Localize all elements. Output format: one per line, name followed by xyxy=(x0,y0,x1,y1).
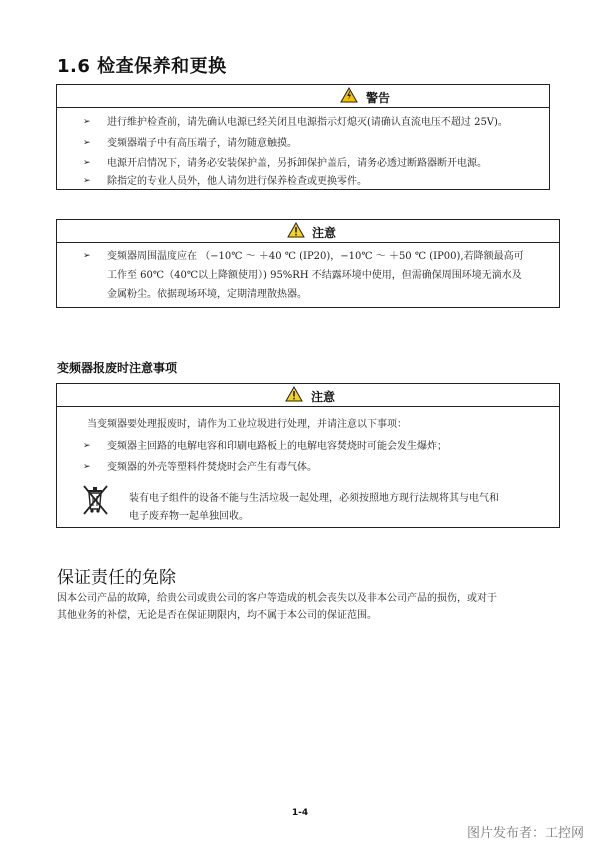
caution-box-header xyxy=(57,220,559,243)
caution-label: 注意 xyxy=(312,226,337,240)
arrowhead-bullet-icon: ➢ xyxy=(83,138,91,148)
caution-triangle-icon xyxy=(285,386,303,402)
warning-label: 警告 xyxy=(366,91,391,105)
arrowhead-bullet-icon: ➢ xyxy=(83,441,91,451)
scrap-caution-box: 注意 当变频器要处理报废时，请作为工业垃圾进行处理，并请注意以下事项： ➢ 变频器主回路的电解电容和印刷电路板上的电解电容焚烧时可能会发生爆炸； ➢ 变频器的外壳等塑料件焚烧时会产生有毒气体。 装有电子组件的设备不能与生活垃圾一起处理，必须按照地方现行法规将其与电气和 电子废弃物一起单独回收。 xyxy=(56,383,560,528)
scrap-caution-label: 注意 xyxy=(311,390,336,404)
warranty-heading: 保证责任的免除 xyxy=(57,568,176,588)
arrowhead-bullet-icon: ➢ xyxy=(83,158,91,168)
warning-box: 警告 ➢ 进行维护检查前，请先确认电源已经关闭且电源指示灯熄灭(请确认直流电压不超过 25V)。 ➢ 变频器端子中有高压端子，请勿随意触摸。 ➢ 电源开启情况下，请务必安装保护盖，另拆卸保护盖后，请务必透过断路器断开电源。 ➢ 除指定的专业人员外，他人请勿进行保养检查或更换零件。 xyxy=(56,84,550,190)
watermark: 图片发布者：工控网 xyxy=(466,826,584,841)
warning-box-header xyxy=(57,85,549,108)
page-number: 1-4 xyxy=(291,808,309,818)
arrowhead-bullet-icon: ➢ xyxy=(83,462,91,472)
arrowhead-bullet-icon: ➢ xyxy=(83,176,91,186)
warranty-paragraph: 因本公司产品的故障，给贵公司或贵公司的客户等造成的机会丧失以及非本公司产品的损伤，或对于 其他业务的补偿，无论是否在保证期限内，均不属于本公司的保证范围。 xyxy=(57,593,497,621)
scrap-caution-header xyxy=(57,384,559,407)
caution-text: ➢ 变频器周围温度应在 （−10℃ ～ ＋40 ℃ (IP20)，−10℃ ～ ＋50 ℃ (IP00),若降额最高可 工作至 60℃（40℃以上降额使用）) 95%RH 不结露环境中使用，但需确保周围环境无滴水及 金属粉尘。依据现场环境，定期清理散热器。 xyxy=(83,251,524,300)
caution-box xyxy=(56,219,560,308)
arrowhead-bullet-icon: ➢ xyxy=(83,251,91,261)
caution-triangle-icon xyxy=(287,222,305,238)
section-title: 1.6 检查保养和更换 xyxy=(57,56,227,77)
scrap-heading: 变频器报废时注意事项 xyxy=(57,361,178,375)
arrowhead-bullet-icon: ➢ xyxy=(83,117,91,127)
disposal-text: 装有电子组件的设备不能与生活垃圾一起处理，必须按照地方现行法规将其与电气和 电子废弃物一起单独回收。 xyxy=(129,493,499,522)
warning-triangle-icon xyxy=(340,87,358,103)
crossed-out-bin-icon xyxy=(81,483,111,517)
